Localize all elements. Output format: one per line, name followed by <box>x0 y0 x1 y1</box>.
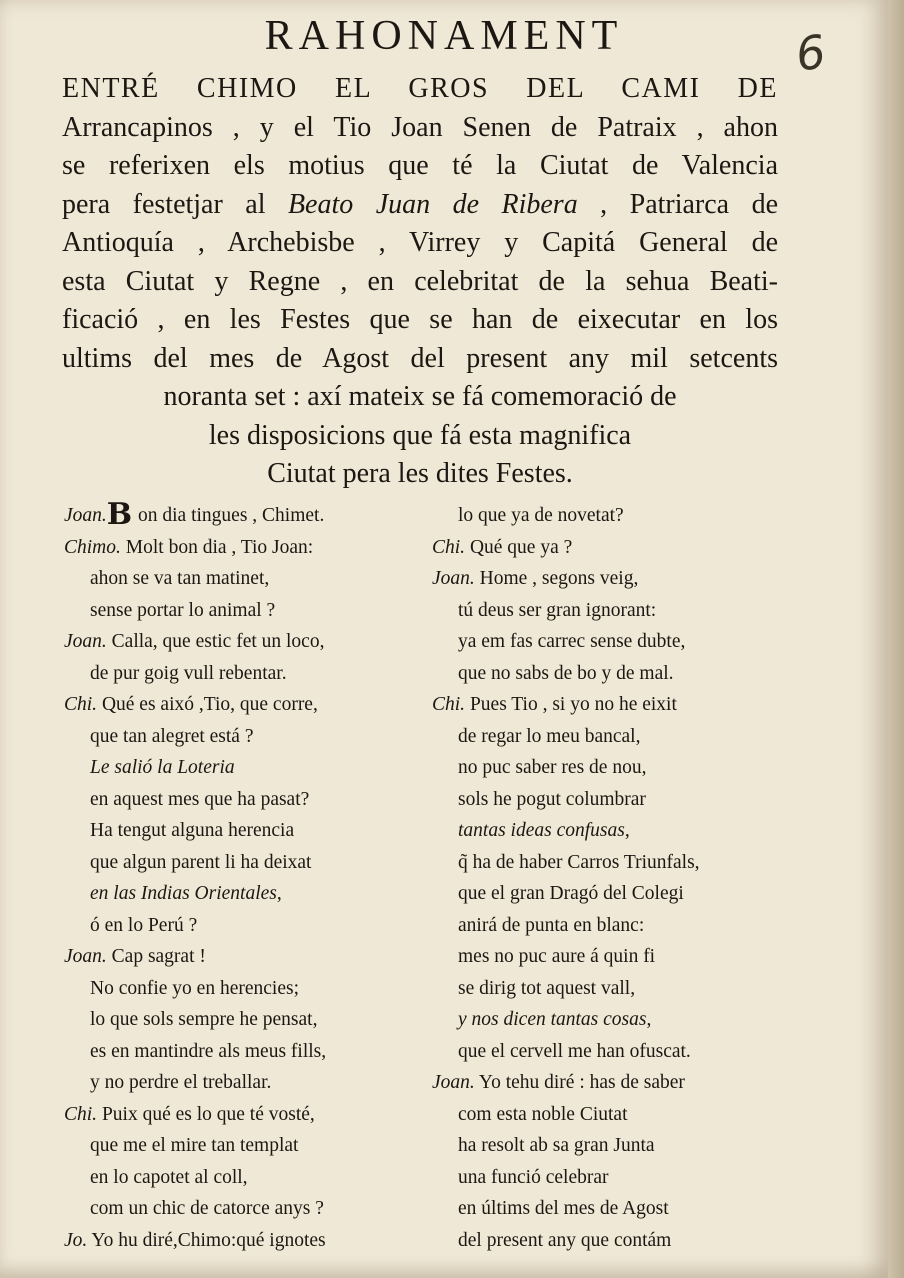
verse-text: Home , segons veig, <box>474 568 639 589</box>
verse-line <box>432 910 778 942</box>
verse-text: Molt bon dia , Tio Joan: <box>120 536 314 558</box>
verse-line <box>64 878 426 910</box>
verse-text: que el gran Dragó del Colegi <box>458 883 684 904</box>
verse-column-right <box>432 500 778 1256</box>
verse-line <box>64 1130 426 1162</box>
verse-text: com esta noble Ciutat <box>458 1103 628 1125</box>
verse-text: lo que ya de novetat? <box>458 505 624 526</box>
verse-text: ha resolt ab sa gran Junta <box>458 1135 655 1156</box>
verse-text: de regar lo meu bancal, <box>458 725 641 747</box>
speaker-name: Joan. <box>64 505 107 526</box>
heading-line: Antioquía , Archebisbe , Virrey y Capitá General de <box>62 227 778 258</box>
verse-line <box>432 847 778 879</box>
speaker-name: Chi. <box>64 694 98 715</box>
verse-text: de pur goig vull rebentar. <box>90 662 287 684</box>
verse-text: Calla, que estic fet un loco, <box>106 631 325 652</box>
verse-text: Puix qué es lo que té vosté, <box>97 1103 315 1125</box>
verse-line <box>64 1004 426 1036</box>
verse-text: Pues Tio , si yo no he eixit <box>465 694 677 715</box>
page-edge <box>888 0 904 1278</box>
heading-line: les disposicions que fá esta magnifica <box>208 419 632 451</box>
verse-line <box>64 721 426 753</box>
verse-line <box>432 1004 778 1036</box>
verse-text: que algun parent li ha deixat <box>90 851 312 873</box>
verse-line <box>64 941 426 973</box>
verse-text: lo que sols sempre he pensat, <box>90 1009 318 1030</box>
heading-italic: Beato Juan de Ribera <box>287 188 578 220</box>
verse-line <box>432 752 778 784</box>
verse-text: Yo tehu diré : has de saber <box>474 1072 685 1093</box>
verse-text: Qué que ya ? <box>465 536 573 558</box>
verse-line <box>64 752 426 784</box>
verse-line <box>432 1225 778 1257</box>
verse-text: una funció celebrar <box>458 1166 609 1188</box>
verse-line <box>432 973 778 1005</box>
verse-line <box>432 563 778 595</box>
page-title: RAHONAMENT <box>264 13 624 59</box>
verse-text: Ha tengut alguna herencia <box>90 820 295 841</box>
verse-text-italic: y nos dicen tantas cosas <box>458 1009 647 1030</box>
verse-line <box>64 1067 426 1099</box>
verse-line <box>64 658 426 690</box>
speaker-name: Chimo. <box>64 536 121 558</box>
verse-text: del present any que contám <box>458 1229 672 1251</box>
verse-line <box>64 626 426 658</box>
verse-line <box>432 721 778 753</box>
verse-line <box>64 689 426 721</box>
verse-line <box>432 532 778 564</box>
verse-text: Le salió la Loteria <box>90 757 235 778</box>
verse-line <box>64 973 426 1005</box>
heading-line: se referixen els motius que té la Ciutat de Valencia <box>62 150 778 181</box>
folio-number: 6 <box>792 24 829 82</box>
speaker-name: Joan. <box>64 631 107 652</box>
verse-text: que me el mire tan templat <box>90 1135 299 1156</box>
verse-text: No confie yo en herencies; <box>90 977 299 999</box>
speaker-name: Chi. <box>432 536 466 558</box>
speaker-name: Jo. <box>64 1229 88 1251</box>
verse-text: Yo hu diré,Chimo:qué ignotes <box>87 1229 326 1251</box>
verse-text: es en mantindre als meus fills, <box>90 1040 327 1062</box>
verse-line <box>64 1193 426 1225</box>
verse-line <box>432 1193 778 1225</box>
verse-line <box>64 1162 426 1194</box>
verse-line <box>64 784 426 816</box>
heading-text: pera festetjar al <box>62 188 288 220</box>
verse-line <box>432 595 778 627</box>
verse-text: q̃ ha de haber Carros Triunfals, <box>458 851 700 873</box>
verse-text-italic: en las Indias Orientales <box>90 883 277 904</box>
verse-text: se dirig tot aquest vall, <box>458 977 636 999</box>
heading-line: Arrancapinos , y el Tio Joan Senen de Patraix , ahon <box>62 111 778 143</box>
heading-line <box>62 186 778 225</box>
verse-text: tú deus ser gran ignorant: <box>458 599 657 621</box>
verse-text: ahon se va tan matinet, <box>90 568 270 589</box>
verse-column-left <box>64 497 426 1256</box>
verse-text: , <box>276 883 282 904</box>
speaker-name: Joan. <box>432 1072 475 1093</box>
heading-text: , Patriarca de <box>577 188 779 220</box>
verse-text: ya em fas carrec sense dubte, <box>458 631 686 652</box>
verse-text: y no perdre el treballar. <box>90 1072 272 1093</box>
verse-line <box>64 1036 426 1068</box>
verse-line <box>432 1162 778 1194</box>
verse-text: que no sabs de bo y de mal. <box>458 662 674 684</box>
verse-line <box>432 500 778 532</box>
verse-text: mes no puc aure á quin fi <box>458 946 656 967</box>
verse-line <box>432 1036 778 1068</box>
verse-text: no puc saber res de nou, <box>458 757 647 778</box>
verse-line <box>64 595 426 627</box>
verse-line <box>432 689 778 721</box>
verse-line <box>432 1067 778 1099</box>
verse-line <box>64 910 426 942</box>
verse-text: , <box>646 1009 652 1030</box>
verse-text: que tan alegret está ? <box>90 725 254 747</box>
verse-line <box>432 626 778 658</box>
heading-line: esta Ciutat y Regne , en celebritat de la sehua Beati- <box>62 265 778 297</box>
verse-line <box>64 847 426 879</box>
verse-line <box>432 941 778 973</box>
speaker-name: Chi. <box>432 694 466 715</box>
drop-cap: B <box>106 497 133 532</box>
heading-line: Ciutat pera les dites Festes. <box>267 458 573 489</box>
verse-text: , <box>624 820 630 841</box>
verse-text: Qué es aixó ,Tio, que corre, <box>97 694 318 715</box>
heading-paragraph <box>62 70 778 494</box>
verse-line <box>64 563 426 595</box>
verse-text: on dia tingues , Chimet. <box>133 505 325 526</box>
heading-line: noranta set : axí mateix se fá comemoració de <box>163 381 677 412</box>
verse-text: ó en lo Perú ? <box>90 914 198 936</box>
verse-text: en lo capotet al coll, <box>90 1166 248 1188</box>
verse-text: que el cervell me han ofuscat. <box>458 1040 691 1062</box>
speaker-name: Joan. <box>64 946 107 967</box>
verse-line <box>64 815 426 847</box>
verse-text-italic: tantas ideas confusas <box>458 820 625 841</box>
verse-line <box>432 784 778 816</box>
verse-text: anirá de punta en blanc: <box>458 914 645 936</box>
verse-text: en aquest mes que ha pasat? <box>90 788 310 810</box>
verse-line <box>432 1099 778 1131</box>
heading-line: ENTRÉ CHIMO EL GROS DEL CAMI DE <box>62 73 778 104</box>
heading-line: ultims del mes de Agost del present any mil setcents <box>62 342 778 374</box>
verse-text: com un chic de catorce anys ? <box>90 1198 324 1219</box>
heading-line: ficació , en les Festes que se han de eixecutar en los <box>62 304 778 335</box>
speaker-name: Joan. <box>432 568 475 589</box>
verse-line <box>432 658 778 690</box>
verse-text: Cap sagrat ! <box>106 946 206 967</box>
verse-line <box>64 532 426 564</box>
verse-line <box>64 1099 426 1131</box>
verse-text: en últims del mes de Agost <box>458 1198 669 1219</box>
verse-line <box>432 815 778 847</box>
verse-line <box>64 497 426 532</box>
verse-line <box>432 1130 778 1162</box>
verse-line <box>64 1225 426 1257</box>
verse-text: sense portar lo animal ? <box>90 599 276 621</box>
verse-text: sols he pogut columbrar <box>458 788 646 810</box>
verse-line <box>432 878 778 910</box>
speaker-name: Chi. <box>64 1103 98 1125</box>
